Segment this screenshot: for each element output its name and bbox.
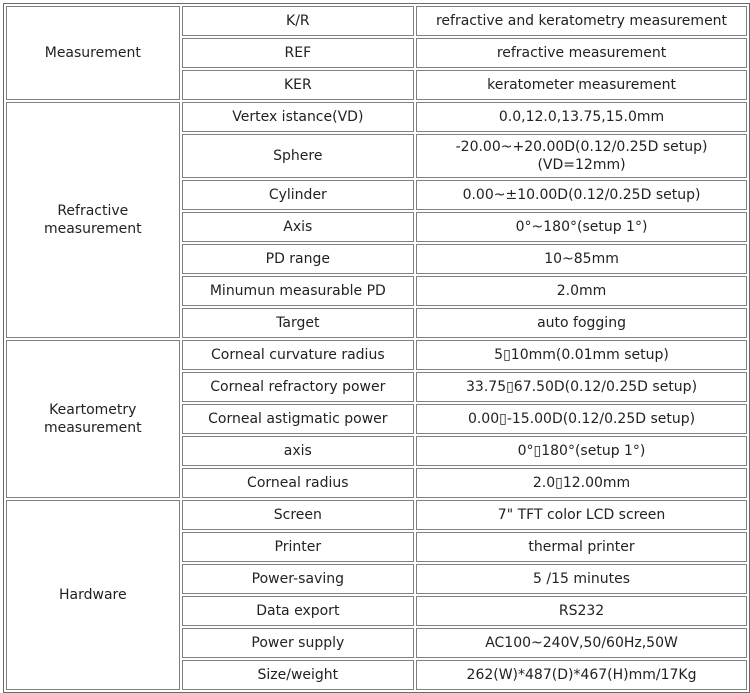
param-value: 10~85mm [416, 244, 747, 274]
param-value: 5 /15 minutes [416, 564, 747, 594]
param-value: 2.0mm [416, 276, 747, 306]
param-value: refractive measurement [416, 38, 747, 68]
param-value: 2.0▯12.00mm [416, 468, 747, 498]
param-label: Printer [182, 532, 414, 562]
param-label: Cylinder [182, 180, 414, 210]
param-label: Vertex istance(VD) [182, 102, 414, 132]
param-label: axis [182, 436, 414, 466]
param-label: Sphere [182, 134, 414, 178]
param-value: 0.00▯-15.00D(0.12/0.25D setup) [416, 404, 747, 434]
param-label: Corneal radius [182, 468, 414, 498]
param-label: K/R [182, 6, 414, 36]
param-value: 0°~180°(setup 1°) [416, 212, 747, 242]
param-label: Power supply [182, 628, 414, 658]
group-measurement-label: Measurement [6, 6, 180, 100]
table-row [6, 6, 747, 36]
group-label-line: measurement [43, 221, 142, 237]
param-value: 7" TFT color LCD screen [416, 500, 747, 530]
param-value: 0.00~±10.00D(0.12/0.25D setup) [416, 180, 747, 210]
group-label-line: Keartometry [49, 402, 137, 418]
param-label: Corneal astigmatic power [182, 404, 414, 434]
table-row [6, 340, 747, 370]
param-label: Size/weight [182, 660, 414, 690]
param-label: Minumun measurable PD [182, 276, 414, 306]
group-label-line: measurement [43, 420, 142, 436]
specifications-table [3, 3, 750, 693]
param-value: RS232 [416, 596, 747, 626]
param-value: thermal printer [416, 532, 747, 562]
param-label: KER [182, 70, 414, 100]
value-line: -20.00~+20.00D(0.12/0.25D setup) [455, 139, 708, 155]
param-value: keratometer measurement [416, 70, 747, 100]
value-line: (VD=12mm) [537, 157, 626, 173]
param-label: Corneal curvature radius [182, 340, 414, 370]
param-value: AC100~240V,50/60Hz,50W [416, 628, 747, 658]
param-value: refractive and keratometry measurement [416, 6, 747, 36]
param-label: Power-saving [182, 564, 414, 594]
param-value: 0.0,12.0,13.75,15.0mm [416, 102, 747, 132]
param-value: 262(W)*487(D)*467(H)mm/17Kg [416, 660, 747, 690]
param-label: Screen [182, 500, 414, 530]
param-label: Target [182, 308, 414, 338]
param-label: Axis [182, 212, 414, 242]
group-keratometry-label [6, 340, 180, 498]
param-label: Data export [182, 596, 414, 626]
group-hardware-label: Hardware [6, 500, 180, 690]
group-label-line: Refractive [57, 203, 129, 219]
table-row [6, 500, 747, 530]
param-value: 33.75▯67.50D(0.12/0.25D setup) [416, 372, 747, 402]
param-value: 5▯10mm(0.01mm setup) [416, 340, 747, 370]
param-label: PD range [182, 244, 414, 274]
table-row [6, 102, 747, 132]
param-value: 0°▯180°(setup 1°) [416, 436, 747, 466]
param-label: Corneal refractory power [182, 372, 414, 402]
param-label: REF [182, 38, 414, 68]
param-value [416, 134, 747, 178]
group-refractive-label [6, 102, 180, 338]
param-value: auto fogging [416, 308, 747, 338]
